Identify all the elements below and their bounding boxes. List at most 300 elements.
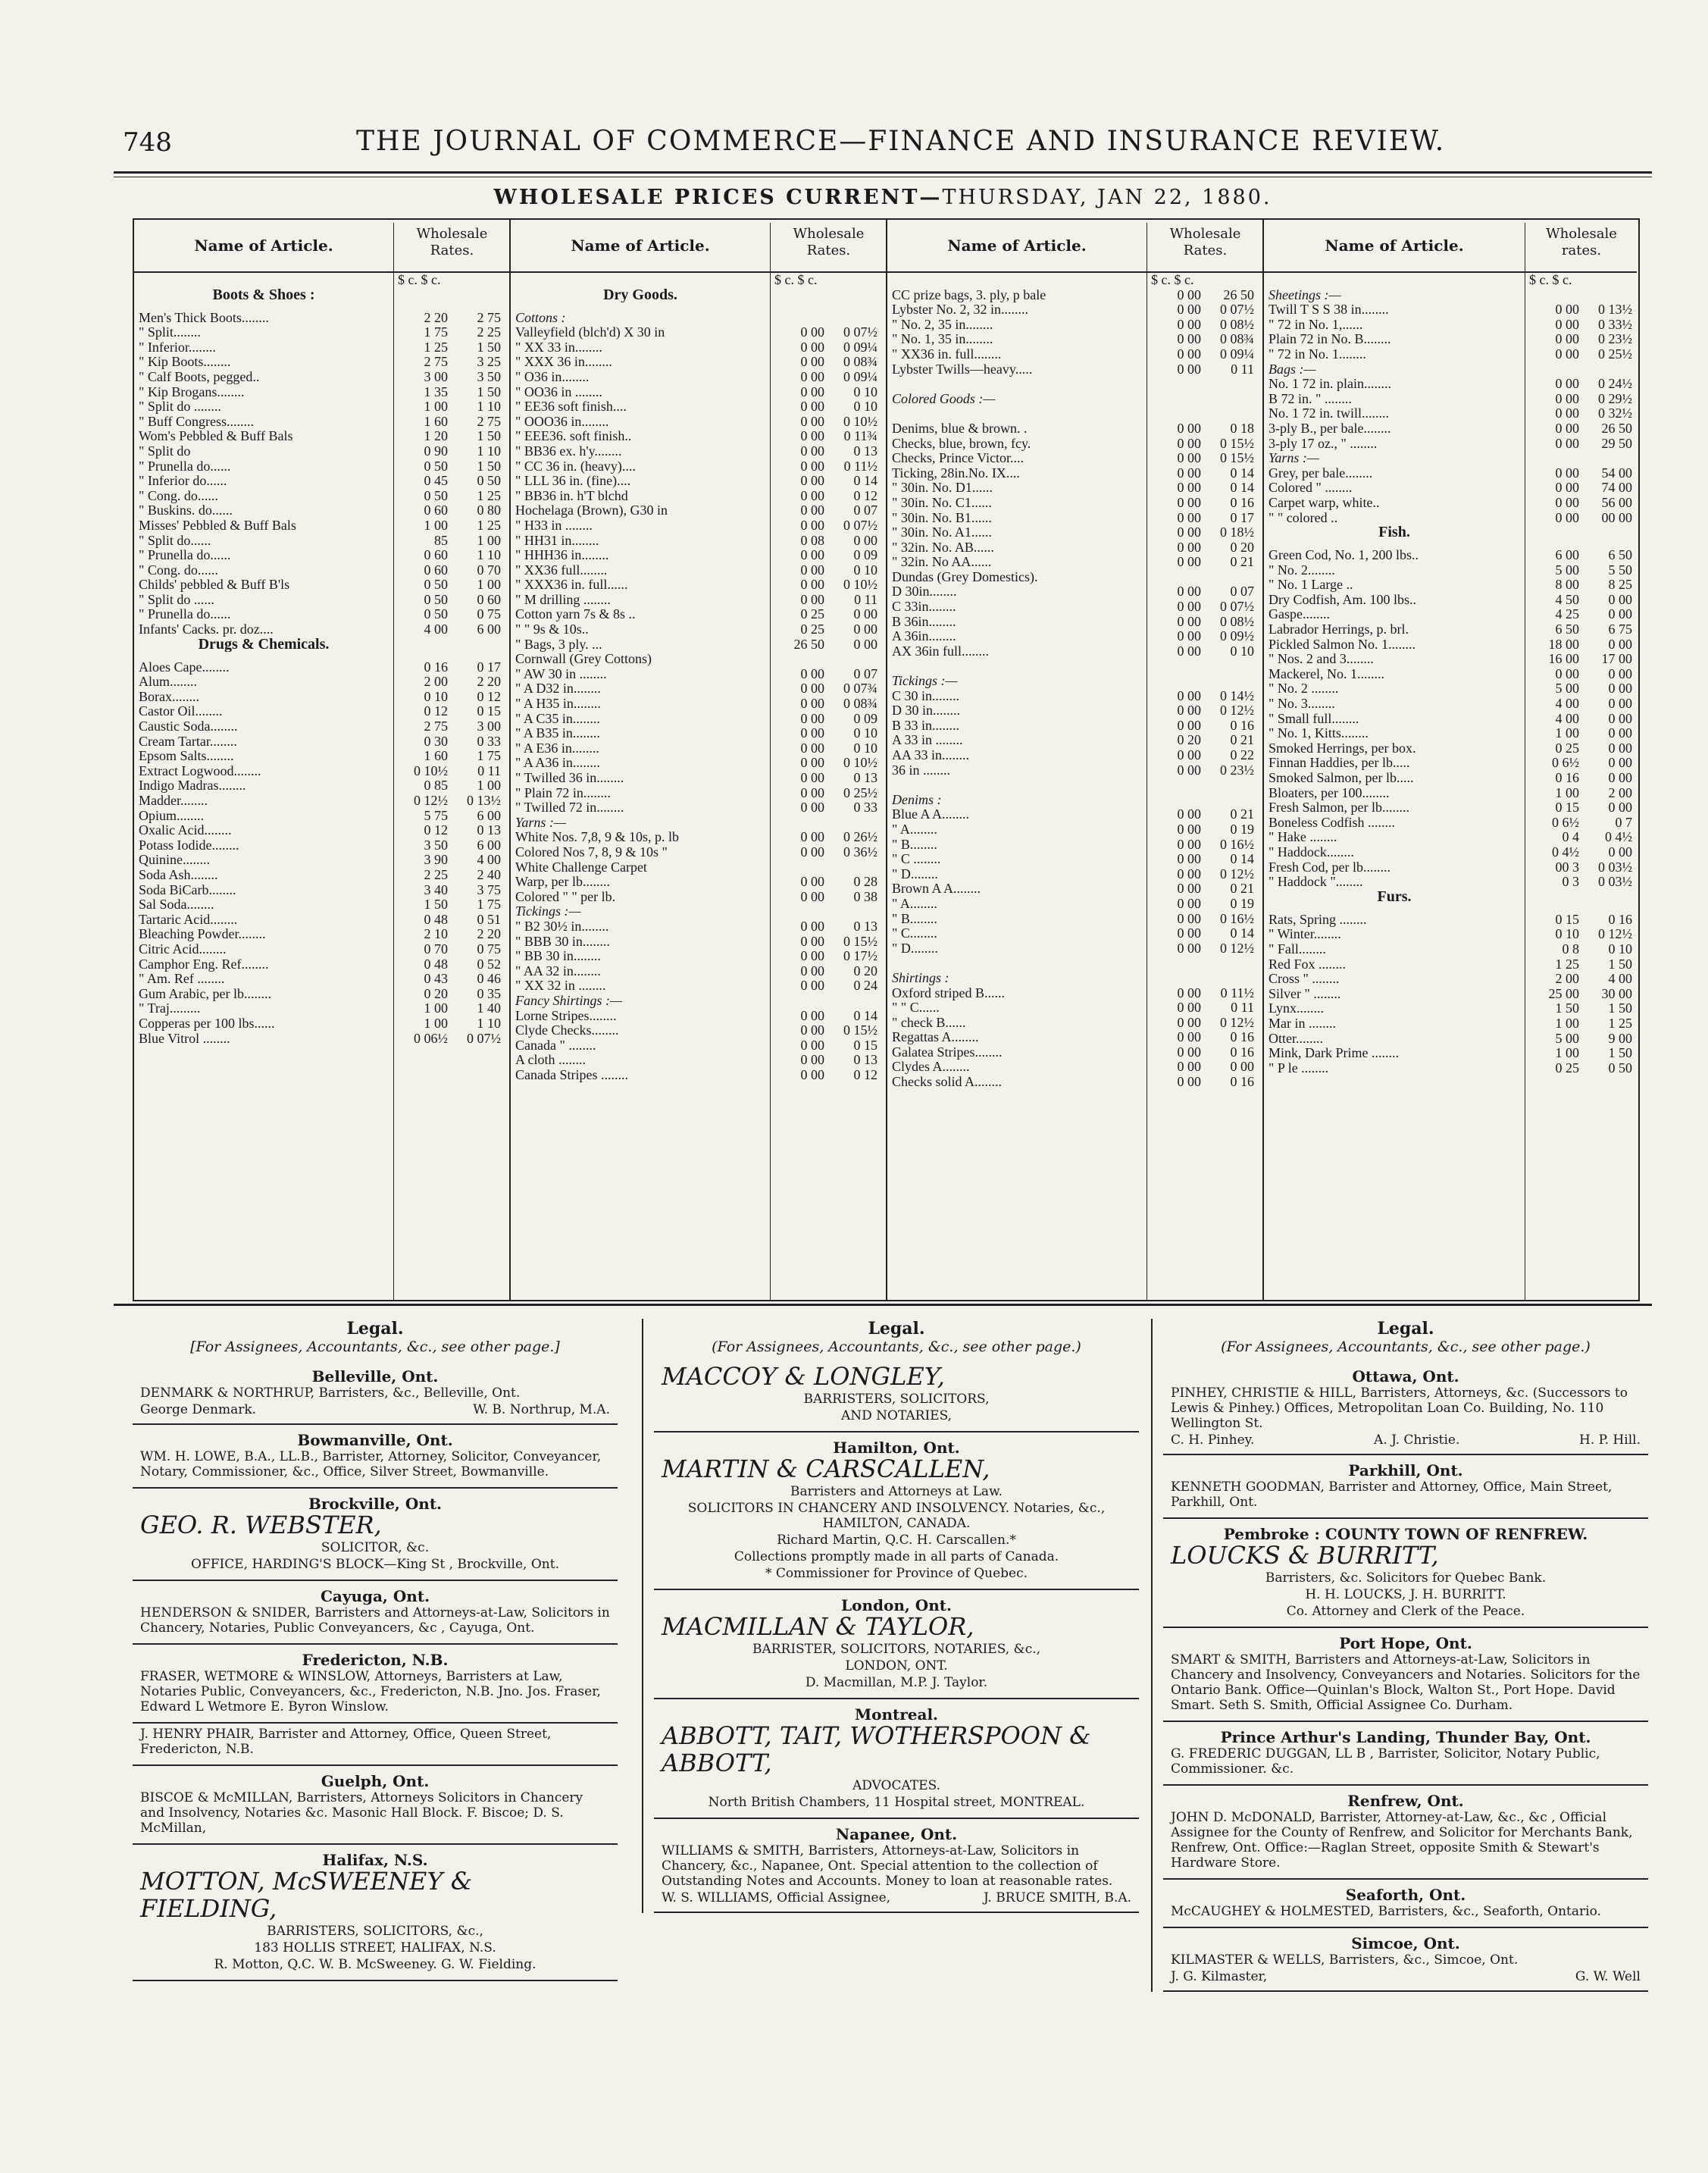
article-name: " C........ (892, 926, 937, 941)
price-row (134, 660, 509, 675)
rate-high: 29 50 (1601, 435, 1632, 451)
price-row (134, 749, 509, 764)
card-text: WILLIAMS & SMITH, Barristers, Attorneys-at-Law, Solicitors in Chancery, &c., Napanee, Ont. Special attention to the collection of Outstanding Notes and Accounts. Money to loan at reasonable rates. (662, 1843, 1113, 1889)
article-name: " HHH36 in........ (515, 548, 609, 563)
currency-units: $ c. $ c. (774, 272, 818, 287)
price-row (134, 399, 509, 415)
city-heading: London, Ont. (841, 1596, 952, 1614)
card-text: OFFICE, HARDING'S BLOCK—King St , Brockville, Ont. (191, 1557, 559, 1572)
price-row (887, 1045, 1262, 1060)
section-heading (511, 288, 886, 311)
price-row (511, 771, 886, 786)
price-row (1264, 496, 1637, 511)
rate-high: 0 32½ (1598, 405, 1632, 421)
article-name: Citric Acid........ (139, 941, 227, 957)
card-text: Co. Attorney and Clerk of the Peace. (1286, 1604, 1525, 1619)
rate-low: 0 00 (1177, 703, 1201, 719)
article-name: " Nos. 2 and 3........ (1268, 652, 1374, 667)
article-name: Misses' Pebbled & Buff Bals (139, 518, 296, 533)
rate-high: 2 20 (477, 674, 501, 690)
article-name: Brown A A........ (892, 881, 981, 897)
article-name: Cottons : (515, 310, 566, 325)
price-row (134, 778, 509, 794)
article-name: Regattas A........ (892, 1030, 979, 1045)
city-heading: Simcoe, Ont. (1351, 1934, 1460, 1952)
rate-low: 0 00 (800, 458, 824, 474)
article-name: Soda Ash........ (139, 867, 218, 882)
price-row (1264, 830, 1637, 845)
column-header (134, 220, 509, 273)
legal-card (654, 1432, 1139, 1590)
price-row (887, 659, 1262, 674)
rate-low: 0 00 (800, 399, 824, 415)
article-name: Mackerel, No. 1........ (1268, 666, 1384, 681)
article-name: " No. 1, 35 in........ (892, 332, 993, 347)
rate-high: 3 75 (477, 881, 501, 897)
price-row (511, 503, 886, 518)
price-row (134, 764, 509, 779)
rate-high: 0 51 (477, 911, 501, 927)
rate-low: 0 50 (424, 458, 448, 474)
rate-high: 3 50 (477, 368, 501, 384)
header-name-of-article: Name of Article. (194, 236, 333, 255)
price-row (1264, 466, 1637, 481)
rate-low: 0 00 (1177, 1000, 1201, 1016)
rate-high: 0 16 (1230, 494, 1254, 510)
rate-low: 0 00 (800, 384, 824, 399)
rate-low: 4 50 (1555, 591, 1579, 607)
rate-low: 0 00 (800, 443, 824, 459)
rate-high: 0 07½ (1220, 302, 1254, 318)
rate-high: 0 16 (1230, 1044, 1254, 1060)
article-name: " XX 32 in ........ (515, 978, 606, 994)
rate-low: 0 00 (1177, 747, 1201, 762)
rate-high: 5 50 (1608, 562, 1632, 578)
rate-high: 0 10½ (843, 755, 877, 771)
rate-high: 3 25 (477, 354, 501, 370)
article-name: Denims : (892, 792, 942, 807)
article-name: AA 33 in........ (892, 748, 970, 762)
article-name: " A C35 in........ (515, 711, 600, 726)
rate-low: 3 00 (424, 368, 448, 384)
article-name: " check B...... (892, 1015, 966, 1030)
rate-high: 0 07½ (1220, 599, 1254, 615)
article-name: AX 36in full........ (892, 643, 989, 659)
rate-low: 4 00 (1555, 710, 1579, 726)
rate-low: 0 12 (424, 703, 448, 719)
article-name: " A B35 in........ (515, 726, 600, 741)
price-row (887, 511, 1262, 526)
rate-high: 0 15 (853, 1037, 877, 1053)
price-row (887, 881, 1262, 897)
price-row (511, 949, 886, 964)
card-text: AND NOTARIES, (840, 1408, 953, 1423)
rate-high: 0 00 (1608, 710, 1632, 726)
rate-high: 0 00 (853, 606, 877, 622)
card-text: SMART & SMITH, Barristers and Attorneys-at-Law, Solicitors in Chancery and Insolvency, Conveyancers and Notaries. Solicitors for the Ontario Bank. Office—Quinlan's Block, Walton St., Port Hope. David Smart. Seth S. Smith, Official Assignee Co. Durham. (1171, 1652, 1641, 1713)
rate-high: 0 00 (1608, 844, 1632, 859)
article-name: White Challenge Carpet (515, 859, 647, 875)
price-row (134, 444, 509, 459)
price-row (1264, 741, 1637, 756)
price-row (1264, 563, 1637, 578)
card-text: FRASER, WETMORE & WINSLOW, Attorneys, Barristers at Law, Notaries Public, Conveyancers, &c., Fredericton, N.B. Jno. Jos. Fraser, Edward L Wetmore E. Byron Winslow. (140, 1669, 601, 1714)
rate-high: 0 07 (853, 503, 877, 518)
rate-high: 0 17½ (843, 948, 877, 964)
card-text: BARRISTERS, SOLICITORS, &c., (267, 1924, 483, 1939)
rate-low: 0 00 (1177, 286, 1201, 302)
article-name: Castor Oil........ (139, 704, 223, 719)
rate-high: 0 14 (853, 1007, 877, 1023)
legal-card (654, 1361, 1139, 1432)
article-name: Smoked Salmon, per lb..... (1268, 771, 1414, 785)
article-name: Soda BiCarb........ (139, 882, 236, 897)
city-heading: Ottawa, Ont. (1352, 1367, 1459, 1386)
rate-low: 0 50 (424, 606, 448, 622)
article-name: " Buskins. do...... (139, 503, 233, 518)
legal-card (133, 1489, 618, 1581)
rate-high: 1 75 (477, 897, 501, 913)
section-rule (114, 1304, 1652, 1306)
card-text: 183 HOLLIS STREET, HALIFAX, N.S. (254, 1940, 496, 1955)
rate-low: 1 60 (424, 413, 448, 429)
rate-low: 0 00 (1177, 925, 1201, 941)
rate-high: 0 11 (1231, 1000, 1254, 1016)
price-row (511, 474, 886, 489)
currency-units: $ c. $ c. (1529, 272, 1572, 287)
price-row (887, 733, 1262, 748)
article-name: Extract Logwood........ (139, 763, 261, 778)
article-name: " Split do...... (139, 533, 211, 548)
rate-low: 5 00 (1555, 562, 1579, 578)
price-row (134, 622, 509, 637)
article-name: " A A36 in........ (515, 756, 600, 771)
price-row (887, 897, 1262, 912)
price-row (1264, 437, 1637, 452)
rate-low: 0 00 (1177, 361, 1201, 377)
article-name: Hochelaga (Brown), G30 in (515, 503, 668, 518)
price-row (887, 437, 1262, 452)
legal-column-3 (1151, 1319, 1648, 1992)
rate-high: 0 14 (1230, 465, 1254, 481)
card-text: North British Chambers, 11 Hospital street, MONTREAL. (708, 1795, 1085, 1810)
article-name: " Split do (139, 443, 191, 459)
card-text: BARRISTER, SOLICITORS, NOTARIES, &c., (752, 1642, 1041, 1657)
article-name: Infants' Cacks. pr. doz.... (139, 622, 274, 637)
rate-low: 0 00 (800, 829, 824, 845)
table-title-text: WHOLESALE PRICES CURRENT— (493, 186, 943, 209)
rate-low: 0 00 (1177, 599, 1201, 615)
rate-low: 1 00 (424, 1015, 448, 1031)
rate-high: 2 25 (477, 324, 501, 340)
price-row (511, 518, 886, 534)
price-row (134, 675, 509, 690)
section-heading (1264, 525, 1637, 548)
firm-name: ABBOTT, TAIT, WOTHERSPOON & ABBOTT, (662, 1721, 1091, 1777)
city-heading: Guelph, Ont. (321, 1772, 430, 1790)
rate-low: 0 00 (1177, 851, 1201, 867)
rate-high: 0 00 (853, 622, 877, 637)
article-name: " BBB 30 in........ (515, 934, 610, 949)
subsection-heading (1264, 362, 1637, 377)
price-row (134, 913, 509, 928)
article-name: " " 9s & 10s.. (515, 622, 589, 637)
article-name: " A D32 in........ (515, 681, 601, 697)
rate-low: 0 00 (1177, 524, 1201, 540)
price-row (511, 1038, 886, 1054)
article-name: " CC 36 in. (heavy).... (515, 459, 636, 474)
price-row (134, 489, 509, 504)
price-row (887, 377, 1262, 392)
rate-high: 0 09¼ (843, 339, 877, 355)
article-name: " Split do ........ (139, 399, 221, 415)
price-row (511, 860, 886, 875)
price-row (134, 415, 509, 430)
rate-high: 0 70 (477, 562, 501, 578)
article-name: White Nos. 7,8, 9 & 10s, p. lb (515, 830, 679, 845)
city-heading: Port Hope, Ont. (1339, 1634, 1472, 1652)
article-name: Alum........ (139, 675, 198, 690)
price-row (134, 987, 509, 1002)
rate-high: 1 10 (477, 399, 501, 415)
price-row (134, 593, 509, 608)
city-heading: Parkhill, Ont. (1348, 1461, 1463, 1479)
price-row (511, 935, 886, 950)
article-name: " 72 in No. 1,...... (1268, 317, 1363, 332)
rate-low: 0 00 (1555, 494, 1579, 510)
article-name: " OO36 in ........ (515, 384, 602, 399)
rate-high: 6 50 (1608, 547, 1632, 563)
rate-low: 1 00 (1555, 1045, 1579, 1061)
price-row (511, 385, 886, 400)
article-name: Blue Vitrol ........ (139, 1031, 230, 1046)
price-row (511, 964, 886, 979)
rate-low: 0 60 (424, 547, 448, 563)
rate-high: 2 20 (477, 926, 501, 942)
wholesale-prices-table (133, 218, 1640, 1301)
price-row (511, 325, 886, 340)
rate-high: 1 00 (477, 532, 501, 548)
rate-low: 4 25 (1555, 606, 1579, 622)
price-row (1264, 481, 1637, 496)
article-name: Drugs & Chemicals. (198, 637, 330, 653)
city-heading: Pembroke : COUNTY TOWN OF RENFREW. (1223, 1525, 1588, 1543)
article-name: Mar in ........ (1268, 1016, 1336, 1031)
price-row (887, 719, 1262, 734)
article-name: Cornwall (Grey Cottons) (515, 652, 652, 667)
price-row (887, 748, 1262, 763)
price-row (887, 867, 1262, 882)
article-name: " B........ (892, 837, 937, 852)
article-name: " No. 2, 35 in........ (892, 317, 993, 332)
price-row (1264, 816, 1637, 831)
rate-high: 6 75 (1608, 622, 1632, 637)
card-text: LONDON, ONT. (845, 1658, 948, 1674)
rate-high: 0 10 (1608, 941, 1632, 957)
rate-low: 0 00 (1177, 1029, 1201, 1045)
legal-card (1163, 1628, 1648, 1722)
price-row (887, 362, 1262, 377)
rate-high: 0 13 (853, 443, 877, 459)
price-row (511, 622, 886, 637)
price-row (134, 704, 509, 719)
rate-low: 0 50 (424, 487, 448, 503)
city-heading: Seaforth, Ont. (1345, 1886, 1466, 1904)
article-name: " H33 in ........ (515, 518, 593, 533)
rate-high: 0 33 (853, 800, 877, 816)
price-row (887, 956, 1262, 971)
price-row (1264, 771, 1637, 786)
rate-low: 0 00 (800, 562, 824, 578)
price-row (1264, 860, 1637, 875)
rate-high: 17 00 (1601, 651, 1632, 667)
price-row (134, 548, 509, 563)
rate-high: 0 15½ (843, 933, 877, 949)
legal-card (133, 1361, 618, 1425)
city-heading: Prince Arthur's Landing, Thunder Bay, Ont. (1220, 1728, 1591, 1746)
price-row (134, 503, 509, 518)
rate-high: 6 00 (477, 807, 501, 823)
price-row (511, 459, 886, 474)
price-row (134, 838, 509, 853)
rate-low: 0 00 (1177, 1059, 1201, 1075)
article-name: Borax........ (139, 689, 199, 704)
rate-low: 0 00 (1555, 316, 1579, 332)
article-name: " Twilled 36 in........ (515, 771, 624, 785)
article-name: Checks, Prince Victor.... (892, 451, 1024, 466)
article-name: " No. 2 ........ (1268, 681, 1339, 697)
card-text: McCAUGHEY & HOLMESTED, Barristers, &c., Seaforth, Ontario. (1171, 1904, 1601, 1919)
price-row (887, 615, 1262, 630)
rate-high: 1 25 (477, 487, 501, 503)
price-row (1264, 1032, 1637, 1047)
header-wholesale-rates: Wholesale Rates. (393, 223, 510, 274)
article-name: Sal Soda........ (139, 897, 214, 913)
article-name: " AA 32 in........ (515, 963, 601, 978)
price-row (1264, 845, 1637, 860)
article-name: " Calf Boots, pegged.. (139, 369, 260, 384)
price-row (887, 629, 1262, 644)
rate-low: 0 00 (1177, 435, 1201, 451)
price-row (1264, 942, 1637, 957)
article-name: A cloth ........ (515, 1053, 586, 1068)
price-row (1264, 913, 1637, 928)
rate-high: 0 60 (477, 591, 501, 607)
article-name: " Traj......... (139, 1001, 201, 1016)
article-name: Grey, per bale........ (1268, 465, 1373, 481)
rate-high: 0 75 (477, 606, 501, 622)
article-name: " Inferior........ (139, 340, 216, 355)
price-row (887, 555, 1262, 570)
price-row (1264, 548, 1637, 563)
partner-name: J. G. Kilmaster, (1171, 1969, 1268, 1984)
rate-low: 0 00 (800, 413, 824, 429)
article-name: Green Cod, No. 1, 200 lbs.. (1268, 548, 1419, 563)
card-text: H. H. LOUCKS, J. H. BURRITT. (1305, 1587, 1506, 1602)
subsection-heading (1264, 451, 1637, 466)
rate-low: 0 00 (1555, 480, 1579, 496)
rate-low: 1 00 (424, 399, 448, 415)
rate-low: 3 90 (424, 852, 448, 868)
article-name: " XX36 full........ (515, 562, 608, 578)
rate-high: 2 75 (477, 309, 501, 325)
rate-low: 0 00 (1177, 480, 1201, 496)
rate-low: 0 00 (1555, 665, 1579, 681)
rate-low: 0 00 (1177, 1014, 1201, 1030)
article-name: " D........ (892, 866, 938, 881)
rate-high: 0 20 (1230, 539, 1254, 555)
rate-high: 0 10 (853, 384, 877, 399)
rate-high: 0 19 (1230, 895, 1254, 911)
header-name-of-article: Name of Article. (1325, 236, 1464, 255)
article-name: Canada " ........ (515, 1038, 596, 1053)
rate-high: 0 52 (477, 956, 501, 972)
rate-low: 0 45 (424, 473, 448, 489)
article-name: " Inferior do...... (139, 474, 227, 489)
rate-low: 0 00 (1177, 302, 1201, 318)
price-row (887, 406, 1262, 421)
article-name: Bleaching Powder........ (139, 927, 266, 942)
price-row (134, 1016, 509, 1032)
legal-card (133, 1766, 618, 1845)
rate-low: 0 48 (424, 956, 448, 972)
rate-low: 3 40 (424, 881, 448, 897)
price-column-4 (1264, 220, 1637, 1300)
article-name: Checks solid A........ (892, 1075, 1003, 1090)
rate-high: 0 12 (477, 688, 501, 704)
article-name: Madder........ (139, 794, 208, 808)
rate-high: 0 13 (853, 1052, 877, 1068)
rate-low: 1 25 (1555, 956, 1579, 972)
rate-low: 0 00 (1555, 346, 1579, 362)
rate-high: 0 09 (853, 710, 877, 726)
article-name: " Bags, 3 ply. ... (515, 637, 602, 652)
price-row (1264, 1016, 1637, 1032)
article-name: Boneless Codfish ........ (1268, 815, 1396, 830)
subsection-heading (511, 816, 886, 831)
rate-low: 0 70 (424, 941, 448, 957)
city-heading: Brockville, Ont. (308, 1495, 443, 1513)
rate-high: 0 16 (1608, 911, 1632, 927)
price-row (1264, 622, 1637, 637)
rate-low: 0 50 (424, 591, 448, 607)
article-name: Sheetings :— (1268, 287, 1341, 302)
rate-low: 5 00 (1555, 681, 1579, 697)
price-row (134, 325, 509, 340)
rate-low: 0 00 (1555, 331, 1579, 347)
rate-high: 1 10 (477, 547, 501, 563)
rate-high: 0 00 (1608, 755, 1632, 771)
price-row (887, 838, 1262, 853)
rate-high: 0 07½ (843, 324, 877, 340)
price-row (134, 578, 509, 593)
rate-high: 0 00 (1608, 770, 1632, 785)
article-name: " AW 30 in ........ (515, 666, 607, 681)
price-row (134, 1032, 509, 1047)
rate-high: 0 14 (1230, 925, 1254, 941)
article-name: Canada Stripes ........ (515, 1067, 628, 1082)
article-name: CC prize bags, 3. ply, p bale (892, 287, 1046, 302)
rate-low: 0 00 (800, 368, 824, 384)
article-name: Yarns :— (515, 815, 566, 830)
rate-high: 0 18½ (1220, 524, 1254, 540)
rate-low: 1 20 (424, 428, 448, 444)
rate-low: 1 50 (1555, 1000, 1579, 1016)
article-name: " " C...... (892, 1000, 940, 1016)
rate-low: 0 00 (800, 874, 824, 890)
price-row (134, 518, 509, 534)
article-name: " 32in. No AA...... (892, 555, 992, 570)
